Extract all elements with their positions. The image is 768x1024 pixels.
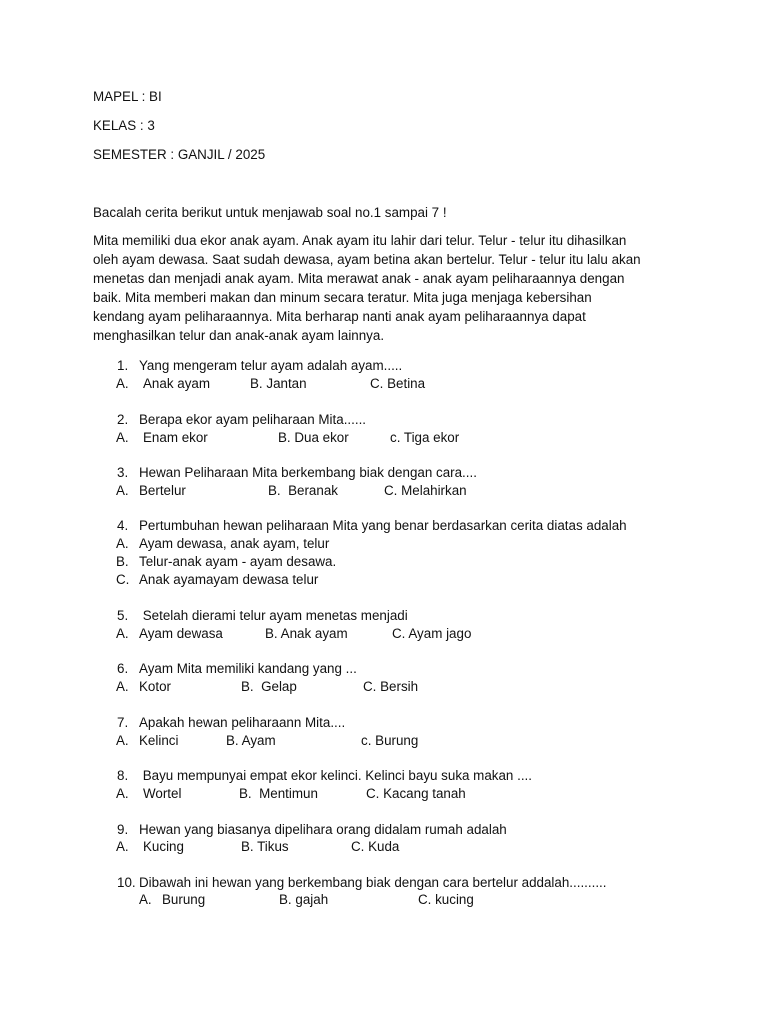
question-number: 8.	[117, 768, 129, 783]
option-c: c. Tiga ekor	[390, 430, 460, 445]
semester-label: SEMESTER : GANJIL / 2025	[93, 147, 266, 162]
option-a: Wortel	[143, 786, 182, 801]
option-b: B. Mentimun	[239, 786, 318, 801]
option-letter: A.	[116, 733, 129, 748]
option-b: Telur-anak ayam - ayam desawa.	[139, 554, 337, 569]
question-number: 4.	[117, 518, 129, 533]
option-c: c. Burung	[361, 733, 419, 748]
class-label: KELAS : 3	[93, 118, 155, 133]
question-text: Yang mengeram telur ayam adalah ayam.....	[139, 358, 403, 373]
option-c: C. Ayam jago	[392, 626, 472, 641]
question-text: Apakah hewan peliharaann Mita....	[139, 715, 346, 730]
option-a: Burung	[162, 892, 206, 907]
option-letter: C.	[116, 572, 130, 587]
option-b: B. Gelap	[241, 679, 297, 694]
option-letter: A.	[116, 536, 129, 551]
option-letter: A.	[116, 786, 129, 801]
story-line: Mita memiliki dua ekor anak ayam. Anak ayam itu lahir dari telur. Telur - telur itu dihasilkan	[93, 233, 627, 248]
option-b: B. gajah	[279, 892, 329, 907]
option-letter: A.	[139, 892, 152, 907]
option-letter: A.	[116, 839, 129, 854]
option-b: B. Tikus	[241, 839, 289, 854]
question-number: 10.	[117, 875, 136, 890]
option-a: Kelinci	[139, 733, 179, 748]
option-a: Kotor	[139, 679, 172, 694]
option-a: Kucing	[143, 839, 184, 854]
question-text: Setelah dierami telur ayam menetas menjadi	[139, 608, 408, 623]
option-c: C. Betina	[370, 376, 426, 391]
question-text: Ayam Mita memiliki kandang yang ...	[139, 661, 357, 676]
option-a: Enam ekor	[143, 430, 208, 445]
story-line: kendang ayam peliharaannya. Mita berharap nanti anak ayam peliharaannya dapat	[93, 309, 586, 324]
subject-label: MAPEL : BI	[93, 89, 162, 104]
option-a: Ayam dewasa	[139, 626, 223, 641]
option-c: C. Kacang tanah	[366, 786, 466, 801]
story-line: baik. Mita memberi makan dan minum secara teratur. Mita juga menjaga kebersihan	[93, 290, 592, 305]
instruction-text: Bacalah cerita berikut untuk menjawab soal no.1 sampai 7 !	[93, 205, 447, 220]
option-letter: A.	[116, 679, 129, 694]
option-c: C. kucing	[418, 892, 474, 907]
question-text: Hewan Peliharaan Mita berkembang biak dengan cara....	[139, 465, 477, 480]
option-letter: A.	[116, 430, 129, 445]
question-number: 1.	[117, 358, 129, 373]
question-number: 9.	[117, 822, 129, 837]
question-text: Berapa ekor ayam peliharaan Mita......	[139, 412, 367, 427]
question-number: 7.	[117, 715, 129, 730]
option-c: C. Bersih	[363, 679, 419, 694]
story-line: menetas dan menjadi anak ayam. Mita merawat anak - anak ayam peliharaannya dengan	[93, 271, 625, 286]
option-b: B. Ayam	[226, 733, 276, 748]
question-text: Dibawah ini hewan yang berkembang biak dengan cara bertelur addalah..........	[139, 875, 607, 890]
option-c: Anak ayamayam dewasa telur	[139, 572, 319, 587]
story-line: oleh ayam dewasa. Saat sudah dewasa, ayam betina akan bertelur. Telur - telur itu lalu akan	[93, 252, 641, 267]
option-b: B. Anak ayam	[265, 626, 348, 641]
option-b: B. Jantan	[250, 376, 307, 391]
option-c: C. Melahirkan	[384, 483, 467, 498]
question-number: 5.	[117, 608, 129, 623]
option-b: B. Dua ekor	[278, 430, 349, 445]
option-c: C. Kuda	[351, 839, 400, 854]
question-number: 6.	[117, 661, 129, 676]
question-text: Pertumbuhan hewan peliharaan Mita yang benar berdasarkan cerita diatas adalah	[139, 518, 627, 533]
option-letter: A.	[116, 483, 129, 498]
option-letter: A.	[116, 626, 129, 641]
question-text: Hewan yang biasanya dipelihara orang didalam rumah adalah	[139, 822, 507, 837]
question-number: 3.	[117, 465, 129, 480]
option-a: Ayam dewasa, anak ayam, telur	[139, 536, 330, 551]
story-line: menghasilkan telur dan anak-anak ayam lainnya.	[93, 328, 385, 343]
option-letter: A.	[116, 376, 129, 391]
option-a: Bertelur	[139, 483, 186, 498]
question-text: Bayu mempunyai empat ekor kelinci. Kelinci bayu suka makan ....	[139, 768, 532, 783]
option-a: Anak ayam	[143, 376, 210, 391]
question-number: 2.	[117, 412, 129, 427]
option-b: B. Beranak	[268, 483, 338, 498]
option-letter: B.	[116, 554, 129, 569]
